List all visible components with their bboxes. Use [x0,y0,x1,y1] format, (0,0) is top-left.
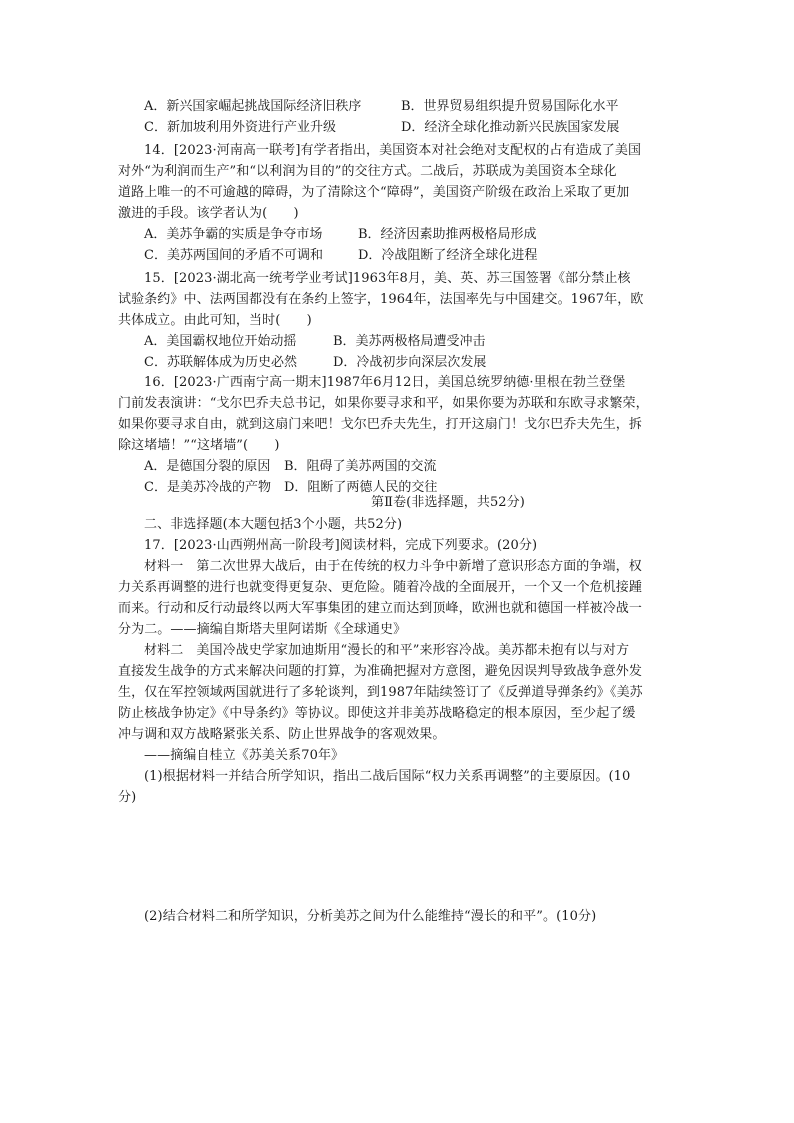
option-c: C．苏联解体成为历史必然 [144,355,297,370]
option-b: B．阻碍了美苏两国的交流 [284,459,437,474]
sub-question-2: (2)结合材料二和所学知识，分析美苏之间为什么能维持“漫长的和平”。(10分) [144,909,597,924]
option-c: C．新加坡利用外资进行产业升级 [144,120,336,135]
question-stem: 14．[2023·河南高一联考]有学者指出，美国资本对社会绝对支配权的占有造成了美国 [144,143,642,158]
material-2-line: 材料二 美国冷战史学家加迪斯用“漫长的和平”来形容冷战。美苏都未抱有以与对方 [144,643,630,658]
option-a: A．新兴国家崛起挑战国际经济旧秩序 [144,99,362,114]
material-1-line: 而来。行动和反行动最终以两大军事集团的建立而达到顶峰，欧洲也就和德国一样被冷战一 [118,601,643,616]
section-2-intro: 二、非选择题(本大题包括3个小题，共52分) [144,517,403,532]
option-c: C．是美苏冷战的产物 [144,480,271,495]
section-2-header [118,492,678,513]
option-a: A．美国霸权地位开始动摇 [144,334,297,349]
material-2-line: 防止核战争协定》《中导条约》等协议。即使这并非美苏战略稳定的根本原因，至少起了缓 [118,706,636,721]
option-row [118,224,678,245]
question-stem: 如果你要寻求自由，就到这扇门来吧！戈尔巴乔夫先生，打开这扇门！戈尔巴乔夫先生，拆 [118,417,643,432]
option-d: D．冷战初步向深层次发展 [333,355,487,370]
question-stem: 道路上唯一的不可逾越的障碍，为了清除这个“障碍”，美国资产阶级在政治上采取了更加 [118,185,630,200]
material-2-source: ——摘编自桂立《苏美关系70年》 [144,748,345,763]
option-a: A．是德国分裂的原因 [144,459,271,474]
option-row [118,96,678,117]
question-17 [118,514,678,808]
question-stem: 试验条约》中、法两国都没有在条约上签字，1964年，法国率先与中国建交。1967年，欧 [118,292,644,307]
question-stem: 16．[2023·广西南宁高一期末]1987年6月12日，美国总统罗纳德·里根在勃兰登堡 [144,375,626,390]
option-d: D．冷战阻断了经济全球化进程 [358,248,538,263]
material-2-line: 冲与调和双方战略紧张关系、防止世界战争的客观效果。 [118,727,446,742]
option-b: B．世界贸易组织提升贸易国际化水平 [401,99,619,114]
material-2-line: 直接发生战争的方式来解决问题的打算，为准确把握对方意图，避免因误判导致战争意外发 [118,664,643,679]
question-stem: 15．[2023·湖北高一统考学业考试]1963年8月，美、英、苏三国签署《部分禁止核 [144,271,631,286]
section-2-title: 第Ⅱ卷(非选择题，共52分) [371,495,525,510]
q13-options [118,96,678,138]
material-1-line: 材料一 第二次世界大战后，由于在传统的权力斗争中新增了意识形态方面的争端，权 [144,559,642,574]
option-a: A．美苏争霸的实质是争夺市场 [144,227,323,242]
sub-question-1: (1)根据材料一并结合所学知识，指出二战后国际“权力关系再调整”的主要原因。(10 [144,769,631,784]
option-row [118,117,678,138]
question-stem: 对外“为利润而生产”和“以利润为目的”的交往方式。二战后，苏联成为美国资本全球化 [118,164,617,179]
sub-question-1: 分) [118,790,137,805]
material-1-line: 力关系再调整的进行也就变得更复杂、更危险。随着冷战的全面展开，一个又一个危机接踵 [118,580,643,595]
option-row [118,331,678,352]
question-16 [118,372,678,498]
option-row [118,245,678,266]
option-row [118,456,678,477]
question-stem: 门前发表演讲：“戈尔巴乔夫总书记，如果你要寻求和平，如果你要为苏联和东欧寻求繁荣， [118,396,649,411]
question-stem: 共体成立。由此可知，当时( ) [118,313,312,328]
question-stem: 激进的手段。该学者认为( ) [118,206,299,221]
question-15 [118,268,678,373]
question-stem: 除这堵墙！”“这堵墙”( ) [118,438,280,453]
option-row [118,352,678,373]
option-c: C．美苏两国间的矛盾不可调和 [144,248,323,263]
material-1-line: 分为二。——摘编自斯塔夫里阿诺斯《全球通史》 [118,622,407,637]
option-d: D．阻断了两德人民的交往 [284,480,438,495]
question-14 [118,140,678,266]
material-2-line: 生，仅在军控领域两国就进行了多轮谈判，到1987年陆续签订了《反弹道导弹条约》《美苏 [118,685,643,700]
sub-question-2-block [118,906,678,927]
option-b: B．经济因素助推两极格局形成 [358,227,537,242]
option-b: B．美苏两极格局遭受冲击 [333,334,486,349]
option-d: D．经济全球化推动新兴民族国家发展 [401,120,620,135]
question-head: 17．[2023·山西朔州高一阶段考]阅读材料，完成下列要求。(20分) [144,538,538,553]
